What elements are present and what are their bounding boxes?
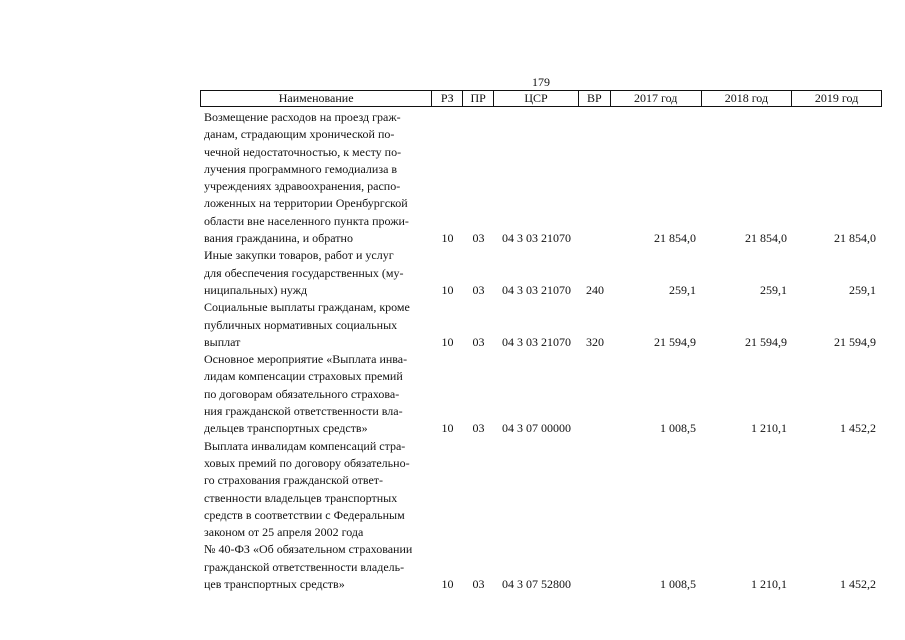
name-line: данам, страдающим хронической по-: [204, 127, 395, 142]
name-line: чечной недостаточностью, к месту по-: [204, 144, 402, 159]
row-2019: 21 594,9: [834, 334, 876, 349]
table-row: [200, 299, 882, 351]
header-rz: РЗ: [432, 91, 463, 106]
name-line: средств в соответствии с Федеральным: [204, 507, 405, 522]
name-line: публичных нормативных социальных: [204, 317, 398, 332]
row-2017: 21 854,0: [654, 231, 696, 246]
row-pr: 03: [472, 421, 485, 436]
name-line: ховых премий по договору обязательно-: [204, 455, 410, 470]
row-name: [200, 299, 432, 351]
row-csr: 04 3 03 21070: [502, 231, 571, 246]
name-line: по договорам обязательного страхова-: [204, 386, 400, 401]
name-line: Иные закупки товаров, работ и услуг: [204, 248, 394, 263]
header-pr: ПР: [463, 91, 494, 106]
row-csr: 04 3 03 21070: [502, 282, 571, 297]
name-line: цев транспортных средств»: [204, 577, 345, 592]
name-line: Выплата инвалидам компенсаций стра-: [204, 438, 406, 453]
row-2017: 259,1: [669, 282, 696, 297]
row-2018: 21 594,9: [745, 334, 787, 349]
name-line: дельцев транспортных средств»: [204, 421, 368, 436]
name-line: вания гражданина, и обратно: [204, 231, 353, 246]
row-pr: 03: [472, 231, 485, 246]
name-line: гражданской ответственности владель-: [204, 559, 405, 574]
table-header: [200, 90, 882, 107]
name-line: выплат: [204, 334, 241, 349]
row-2018: 1 210,1: [751, 421, 787, 436]
row-2019: 1 452,2: [840, 577, 876, 592]
header-2017: 2017 год: [611, 91, 702, 106]
row-name: [200, 109, 432, 247]
row-2019: 259,1: [849, 282, 876, 297]
name-line: ственности владельцев транспортных: [204, 490, 398, 505]
row-name: [200, 438, 432, 594]
name-line: Социальные выплаты гражданам, кроме: [204, 300, 410, 315]
row-csr: 04 3 07 52800: [502, 577, 571, 592]
row-vr: 240: [586, 282, 604, 297]
name-line: Основное мероприятие «Выплата инва-: [204, 352, 408, 367]
row-rz: 10: [441, 282, 454, 297]
row-2019: 21 854,0: [834, 231, 876, 246]
row-vr: 320: [586, 334, 604, 349]
row-2018: 259,1: [760, 282, 787, 297]
name-line: № 40-ФЗ «Об обязательном страховании: [204, 542, 413, 557]
header-vr: ВР: [579, 91, 611, 106]
name-line: го страхования гражданской ответ-: [204, 473, 384, 488]
row-rz: 10: [441, 334, 454, 349]
row-2017: 1 008,5: [660, 421, 696, 436]
name-line: ложенных на территории Оренбургской: [204, 196, 408, 211]
row-pr: 03: [472, 577, 485, 592]
row-rz: 10: [441, 421, 454, 436]
header-csr: ЦСР: [494, 91, 579, 106]
table-body: [200, 109, 882, 593]
row-csr: 04 3 03 21070: [502, 334, 571, 349]
name-line: ния гражданской ответственности вла-: [204, 404, 403, 419]
name-line: области вне населенного пункта прожи-: [204, 213, 409, 228]
row-2017: 21 594,9: [654, 334, 696, 349]
name-line: Возмещение расходов на проезд граж-: [204, 110, 401, 124]
row-rz: 10: [441, 231, 454, 246]
row-name: [200, 247, 432, 299]
table-row: [200, 109, 882, 247]
name-line: ниципальных) нужд: [204, 282, 308, 297]
row-2017: 1 008,5: [660, 577, 696, 592]
name-line: учреждениях здравоохранения, распо-: [204, 179, 401, 194]
table-row: [200, 438, 882, 594]
header-name: Наименование: [201, 91, 432, 106]
name-line: законом от 25 апреля 2002 года: [204, 525, 364, 540]
row-pr: 03: [472, 282, 485, 297]
name-line: для обеспечения государственных (му-: [204, 265, 404, 280]
row-name: [200, 351, 432, 437]
table-row: [200, 351, 882, 437]
table-row: [200, 247, 882, 299]
name-line: лидам компенсации страховых премий: [204, 369, 403, 384]
header-2018: 2018 год: [702, 91, 793, 106]
row-2018: 21 854,0: [745, 231, 787, 246]
row-pr: 03: [472, 334, 485, 349]
row-2018: 1 210,1: [751, 577, 787, 592]
row-csr: 04 3 07 00000: [502, 421, 571, 436]
header-2019: 2019 год: [814, 91, 859, 105]
name-line: лучения программного гемодиализа в: [204, 161, 398, 176]
row-rz: 10: [441, 577, 454, 592]
row-2019: 1 452,2: [840, 421, 876, 436]
page-number: 179: [532, 75, 550, 89]
